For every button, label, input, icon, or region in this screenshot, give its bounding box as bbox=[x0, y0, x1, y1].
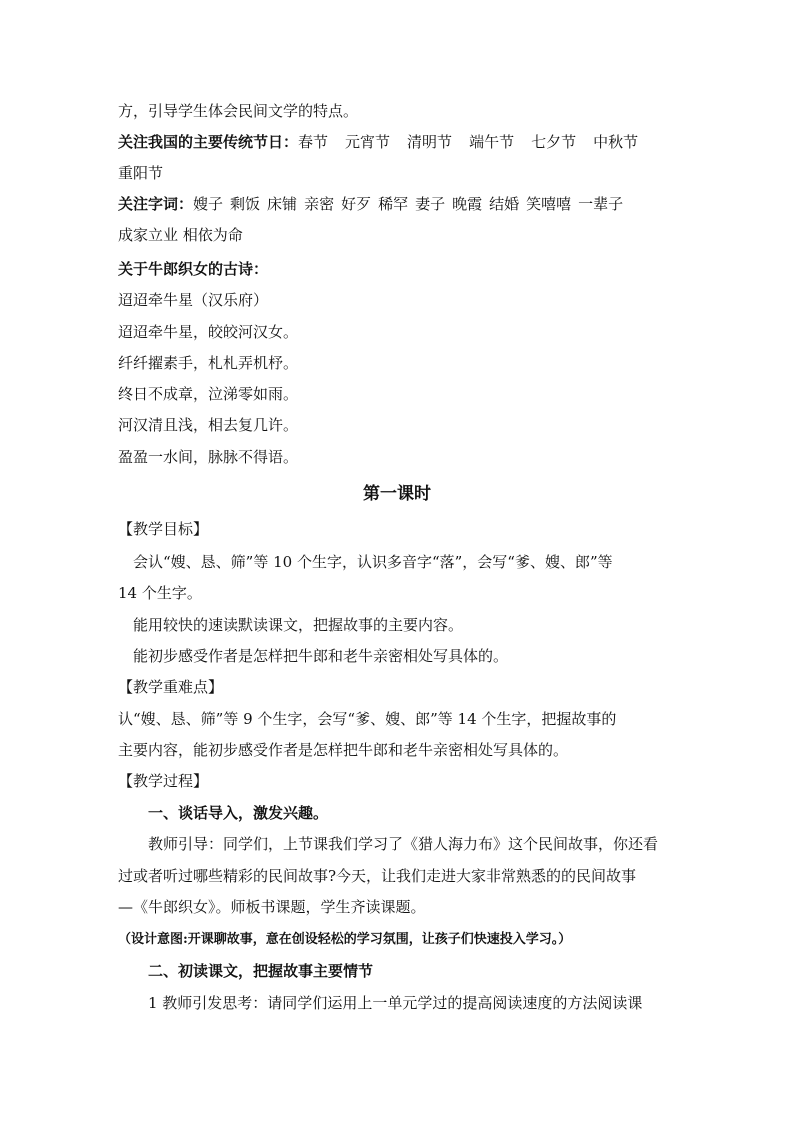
intro-tail-text: 方，引导学生体会民间文学的特点。 bbox=[118, 102, 359, 120]
step-1-para-line: —《牛郎织女》。师板书课题，学生齐读课题。 bbox=[118, 898, 426, 916]
festivals-label: 关注我国的主要传统节日： bbox=[118, 133, 299, 151]
poem-line: 河汉清且浅，相去复几许。 bbox=[118, 416, 299, 434]
poem-line: 纤纤擢素手，札札弄机杼。 bbox=[118, 354, 299, 372]
poem-line: 迢迢牵牛星，皎皎河汉女。 bbox=[118, 323, 299, 341]
word-item: 嫂子 bbox=[193, 195, 224, 213]
festival-item: 七夕节 bbox=[531, 133, 577, 151]
poem-title: 迢迢牵牛星（汉乐府） bbox=[118, 291, 269, 309]
word-item: 床铺 bbox=[267, 195, 298, 213]
goals-heading: 【教学目标】 bbox=[118, 520, 209, 538]
step-2-para-line: 1 教师引发思考：请同学们运用上一单元学过的提高阅读速度的方法阅读课 bbox=[148, 994, 643, 1012]
word-item: 一辈子 bbox=[578, 195, 624, 213]
word-item: 笑嘻嘻 bbox=[526, 195, 572, 213]
festival-item: 清明节 bbox=[407, 133, 453, 151]
festival-item: 中秋节 bbox=[593, 133, 639, 151]
festival-item: 春节 bbox=[298, 133, 329, 151]
word-item: 亲密 bbox=[304, 195, 335, 213]
goal-1-line-2: 14 个生字。 bbox=[118, 584, 202, 602]
key-line-1: 认“嫂、恳、筛”等 9 个生字，会写“爹、嫂、郎”等 14 个生字，把握故事的 bbox=[118, 710, 617, 728]
poem-line: 盈盈一水间，脉脉不得语。 bbox=[118, 448, 299, 466]
word-item: 稀罕 bbox=[378, 195, 409, 213]
design-note: （设计意图:开课聊故事，意在创设轻松的学习氛围，让孩子们快速投入学习。） bbox=[118, 932, 572, 947]
word-item: 剩饭 bbox=[230, 195, 261, 213]
festival-item: 端午节 bbox=[469, 133, 515, 151]
lesson-title: 第一课时 bbox=[363, 484, 431, 504]
poem-heading: 关于牛郎织女的古诗： bbox=[118, 260, 269, 278]
key-line-2: 主要内容，能初步感受作者是怎样把牛郎和老牛亲密相处写具体的。 bbox=[118, 741, 569, 759]
step-1-heading: 一、谈话导入，激发兴趣。 bbox=[148, 804, 329, 822]
step-1-para-line: 过或者听过哪些精彩的民间故事?今天，让我们走进大家非常熟悉的的民间故事 bbox=[118, 867, 637, 885]
key-heading: 【教学重难点】 bbox=[118, 678, 224, 696]
word-item: 晚霞 bbox=[452, 195, 483, 213]
festivals-last: 重阳节 bbox=[118, 164, 164, 182]
poem-line: 终日不成章，泣涕零如雨。 bbox=[118, 385, 299, 403]
festival-item: 元宵节 bbox=[345, 133, 391, 151]
goal-3: 能初步感受作者是怎样把牛郎和老牛亲密相处写具体的。 bbox=[133, 647, 509, 665]
words-line-2: 成家立业 相依为命 bbox=[118, 226, 243, 244]
word-item: 妻子 bbox=[415, 195, 446, 213]
step-1-para-line: 教师引导：同学们，上节课我们学习了《猎人海力布》这个民间故事，你还看 bbox=[148, 835, 659, 853]
word-item: 结婚 bbox=[489, 195, 520, 213]
step-2-heading: 二、初读课文，把握故事主要情节 bbox=[148, 962, 374, 980]
words-label: 关注字词： bbox=[118, 195, 194, 213]
goal-2: 能用较快的速读默读课文，把握故事的主要内容。 bbox=[133, 616, 464, 634]
goal-1-line-1: 会认“嫂、恳、筛”等 10 个生字，认识多音字“落”，会写“爹、嫂、郎”等 bbox=[133, 553, 613, 571]
process-heading: 【教学过程】 bbox=[118, 772, 209, 790]
festivals-line bbox=[118, 132, 688, 152]
word-item: 好歹 bbox=[341, 195, 372, 213]
words-line bbox=[118, 194, 688, 214]
